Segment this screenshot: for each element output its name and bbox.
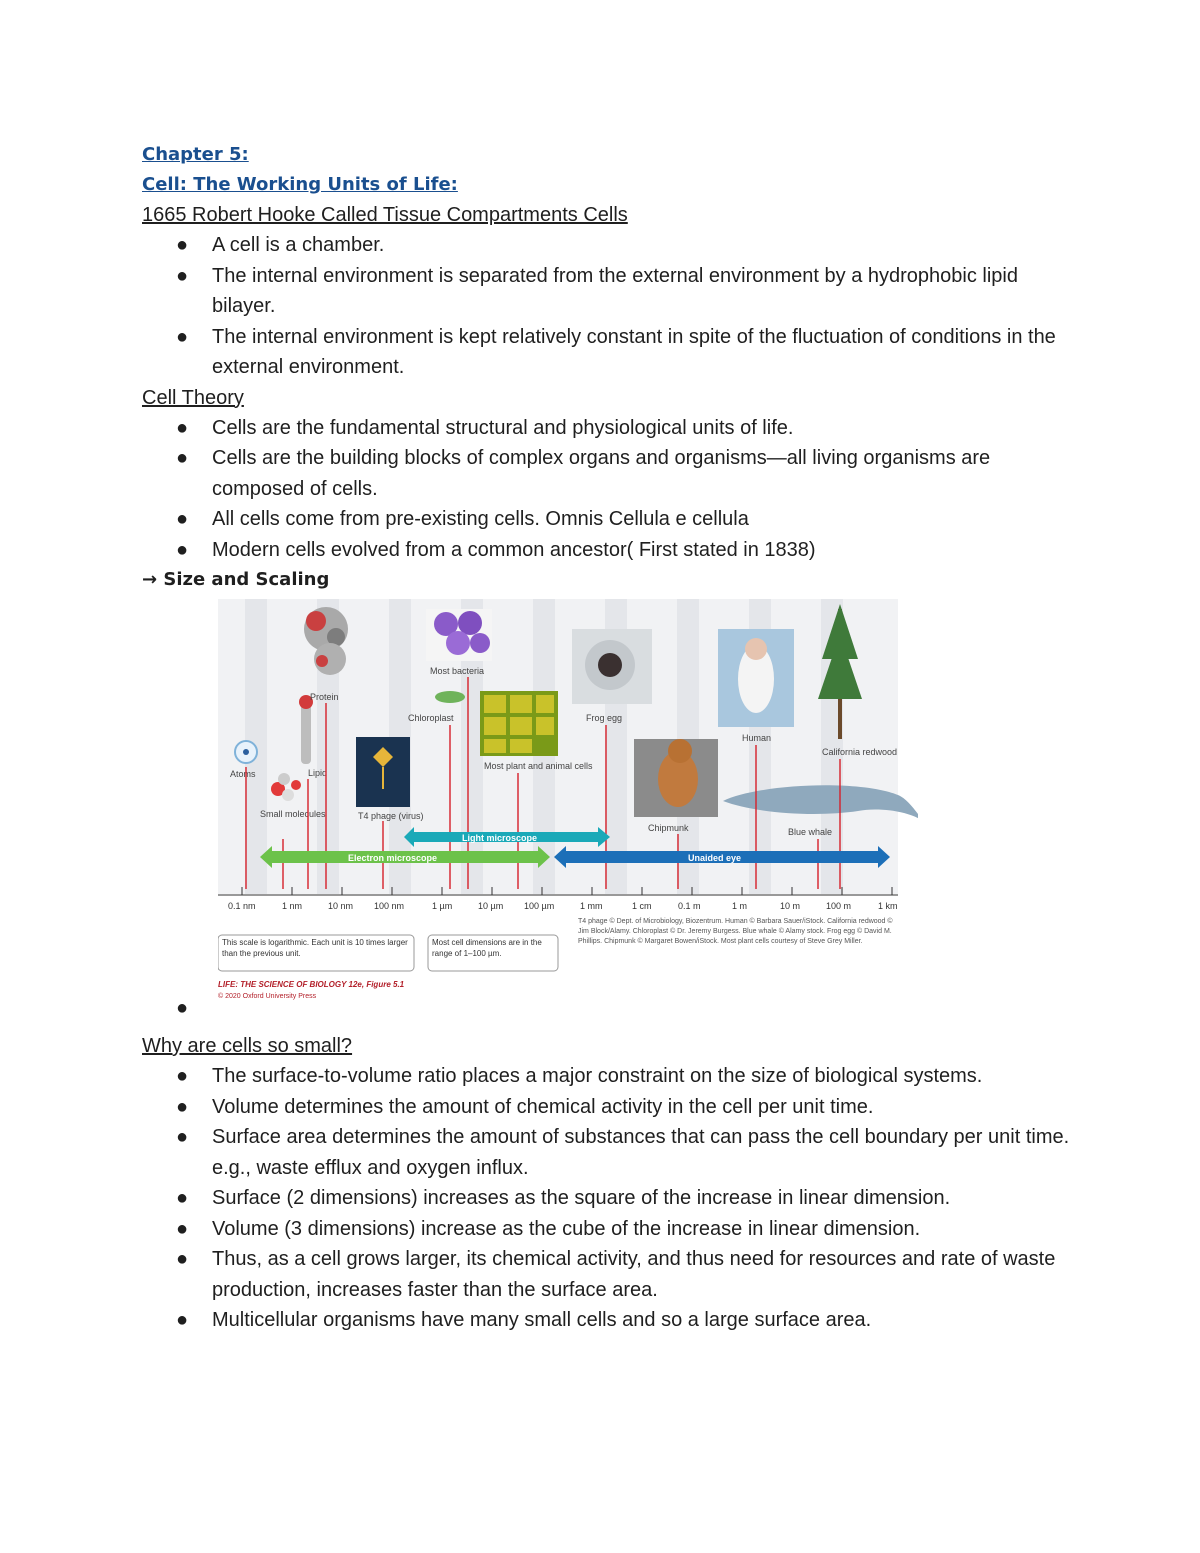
why-small-title: Why are cells so small? [142, 1035, 353, 1057]
tick-label: 10 nm [328, 901, 354, 911]
list-item: ● Thus, as a cell grows larger, its chemical activity, and thus need for resources and rate of waste production, increases faster than the surface area. [142, 1244, 1082, 1305]
tick-label: 100 m [826, 901, 852, 911]
cells-note: Most cell dimensions are in the range of 1–100 µm. [432, 938, 542, 958]
plant-cells-icon [480, 691, 558, 756]
chapter-title: Cell: The Working Units of Life: [142, 174, 458, 195]
label-electron-microscope: Electron microscope [348, 853, 438, 863]
label-unaided-eye: Unaided eye [688, 853, 742, 863]
atom-icon [235, 741, 257, 763]
list-item: ● The internal environment is kept relatively constant in spite of the fluctuation of conditions in the external environment. [142, 322, 1082, 383]
label-protein: Protein [310, 692, 339, 702]
why-small-bullet-list [142, 1061, 1082, 1336]
label-plant-animal-cells: Most plant and animal cells [484, 761, 593, 771]
label-small-molecules: Small molecules [260, 809, 326, 819]
tick-label: 10 m [780, 901, 801, 911]
tick-label: 1 mm [580, 901, 603, 911]
list-item: ● Surface (2 dimensions) increases as the square of the increase in linear dimension. [142, 1183, 1082, 1214]
label-atoms: Atoms [230, 769, 256, 779]
tick-label: 100 nm [374, 901, 405, 911]
list-item: ● The surface-to-volume ratio places a major constraint on the size of biological systems. [142, 1061, 1082, 1092]
label-t4-phage: T4 phage (virus) [358, 811, 424, 821]
tick-label: 1 m [732, 901, 748, 911]
list-item: ● Cells are the building blocks of complex organs and organisms—all living organisms are composed of cells. [142, 443, 1082, 504]
list-item: ● Volume (3 dimensions) increase as the cube of the increase in linear dimension. [142, 1214, 1082, 1245]
document-page [142, 140, 1082, 1336]
label-blue-whale: Blue whale [788, 827, 833, 837]
size-scaling-heading: → Size and Scaling [142, 569, 330, 590]
label-chloroplast: Chloroplast [408, 713, 454, 723]
tick-label: 100 µm [524, 901, 555, 911]
hooke-section-title: 1665 Robert Hooke Called Tissue Compartments Cells [142, 204, 628, 226]
photo-credits: T4 phage © Dept. of Microbiology, Biozentrum. Human © Barbara Sauer/iStock. California redwood © Jim Block/Alamy. Chloroplast © Dr. Jeremy Burgess. Blue whale © Alamy stock. Frog egg © David M. Phillips. Chipmunk © Margaret Bowen/iStock. Most plant cells courtesy of Steve Grey Miller. [578, 918, 893, 945]
scale-note: This scale is logarithmic. Each unit is 10 times larger than the previous unit. [222, 938, 408, 958]
list-item: ● The internal environment is separated from the external environment by a hydrophobic lipid bilayer. [142, 261, 1082, 322]
hooke-bullet-list [142, 230, 1082, 383]
cell-theory-title: Cell Theory [142, 386, 244, 409]
tick-label: 1 km [878, 901, 898, 911]
chapter-heading: Chapter 5: [142, 144, 249, 165]
tick-label: 0.1 nm [228, 901, 256, 911]
list-item: ● Surface area determines the amount of substances that can pass the cell boundary per unit time. e.g., waste efflux and oxygen influx. [142, 1122, 1082, 1183]
label-chipmunk: Chipmunk [648, 823, 689, 833]
list-item: ● Cells are the fundamental structural and physiological units of life. [142, 413, 1082, 444]
list-item: ● A cell is a chamber. [142, 230, 1082, 261]
label-light-microscope: Light microscope [462, 833, 538, 843]
list-item: ● Modern cells evolved from a common ancestor( First stated in 1838) [142, 535, 1082, 566]
label-human: Human [742, 733, 772, 743]
human-icon [718, 629, 794, 727]
list-item: ● All cells come from pre-existing cells. Omnis Cellula e cellula [142, 504, 1082, 535]
figure-source-press: © 2020 Oxford University Press [218, 993, 317, 1000]
chipmunk-icon [634, 739, 718, 817]
label-frog-egg: Frog egg [586, 713, 623, 723]
empty-bullet: ● [176, 997, 189, 1019]
tick-label: 1 cm [632, 901, 652, 911]
size-scale-figure [142, 599, 1082, 1003]
tick-label: 0.1 m [678, 901, 701, 911]
lipid-icon [299, 695, 313, 764]
tick-label: 10 µm [478, 901, 504, 911]
frog-egg-icon [572, 629, 652, 704]
label-redwood: California redwood [822, 747, 898, 757]
bacteria-icon [426, 609, 492, 661]
label-lipid: Lipid [308, 768, 328, 778]
axis-tick-labels [228, 901, 898, 911]
t4-phage-icon [356, 737, 410, 807]
list-item: ● Volume determines the amount of chemical activity in the cell per unit time. [142, 1092, 1082, 1123]
figure-source-title: LIFE: THE SCIENCE OF BIOLOGY 12e, Figure 5.1 [218, 980, 405, 989]
list-item: ● Multicellular organisms have many small cells and so a large surface area. [142, 1305, 1082, 1336]
cell-theory-bullet-list [142, 413, 1082, 566]
label-most-bacteria: Most bacteria [430, 666, 485, 676]
tick-label: 1 µm [432, 901, 453, 911]
chloroplast-icon [435, 691, 465, 703]
size-scale-diagram [218, 599, 918, 1003]
tick-label: 1 nm [282, 901, 303, 911]
